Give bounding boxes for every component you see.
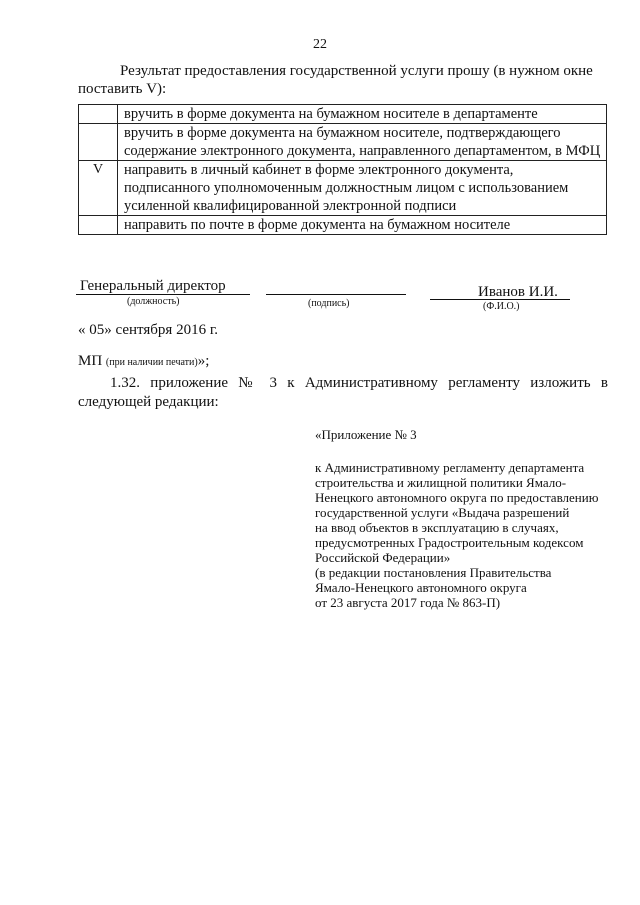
stamp-note: (при наличии печати) xyxy=(105,357,198,368)
amendment-item xyxy=(78,374,608,412)
appendix-body xyxy=(315,460,598,610)
intro-line-1: Результат предоставления государственной услуги прошу (в нужном окне xyxy=(120,63,593,79)
appendix-line: Ямало-Ненецкого автономного округа xyxy=(315,580,527,595)
name-line xyxy=(430,299,570,300)
date-line: « 05» сентября 2016 г. xyxy=(78,322,219,338)
name-caption: (Ф.И.О.) xyxy=(483,301,520,312)
item-line-2: следующей редакции: xyxy=(78,394,219,410)
appendix-title: «Приложение № 3 xyxy=(315,427,417,442)
option-row xyxy=(79,161,607,216)
option-text: направить по почте в форме документа на бумажном носителе xyxy=(118,216,607,235)
page-number: 22 xyxy=(313,37,327,52)
intro-line-2: поставить V): xyxy=(78,81,167,97)
stamp-suffix: »; xyxy=(197,353,210,369)
option-row xyxy=(79,216,607,235)
intro-paragraph xyxy=(78,62,612,98)
option-text: направить в личный кабинет в форме электронного документа, подписанного уполномоченным должностным лицом с использованием усиленной квалифицированной электронной подписи xyxy=(118,161,607,216)
option-checkbox[interactable] xyxy=(79,105,118,124)
result-options-table xyxy=(78,104,607,235)
appendix-line: к Административному регламенту департамента xyxy=(315,460,585,475)
appendix-line: (в редакции постановления Правительства xyxy=(315,565,552,580)
option-row xyxy=(79,105,607,124)
name-value: Иванов И.И. xyxy=(478,284,558,300)
stamp-label: МП xyxy=(78,353,103,369)
option-checkbox[interactable] xyxy=(79,124,118,161)
option-checkbox[interactable] xyxy=(79,216,118,235)
option-row xyxy=(79,124,607,161)
position-value: Генеральный директор xyxy=(80,278,226,294)
stamp-line xyxy=(78,353,209,370)
appendix-line: на ввод объектов в эксплуатацию в случаях, xyxy=(315,520,559,535)
position-line xyxy=(76,294,250,295)
appendix-line: Ненецкого автономного округа по предоставлению xyxy=(315,490,599,505)
appendix-line: строительства и жилищной политики Ямало- xyxy=(315,475,567,490)
signature-line[interactable] xyxy=(266,294,406,295)
appendix-line: Российской Федерации» xyxy=(315,550,451,565)
appendix-line: предусмотренных Градостроительным кодексом xyxy=(315,535,584,550)
appendix-line: государственной услуги «Выдача разрешений xyxy=(315,505,570,520)
item-line-1: 1.32. приложение № 3 к Административному регламенту изложить в xyxy=(110,375,608,391)
option-text: вручить в форме документа на бумажном носителе, подтверждающего содержание электронного документа, направленного департаментом, в МФЦ xyxy=(118,124,607,161)
option-checkbox[interactable]: V xyxy=(79,161,118,216)
signature-caption: (подпись) xyxy=(308,298,350,309)
appendix-line: от 23 августа 2017 года № 863-П) xyxy=(315,595,501,610)
position-caption: (должность) xyxy=(127,296,180,307)
option-text: вручить в форме документа на бумажном носителе в департаменте xyxy=(118,105,607,124)
